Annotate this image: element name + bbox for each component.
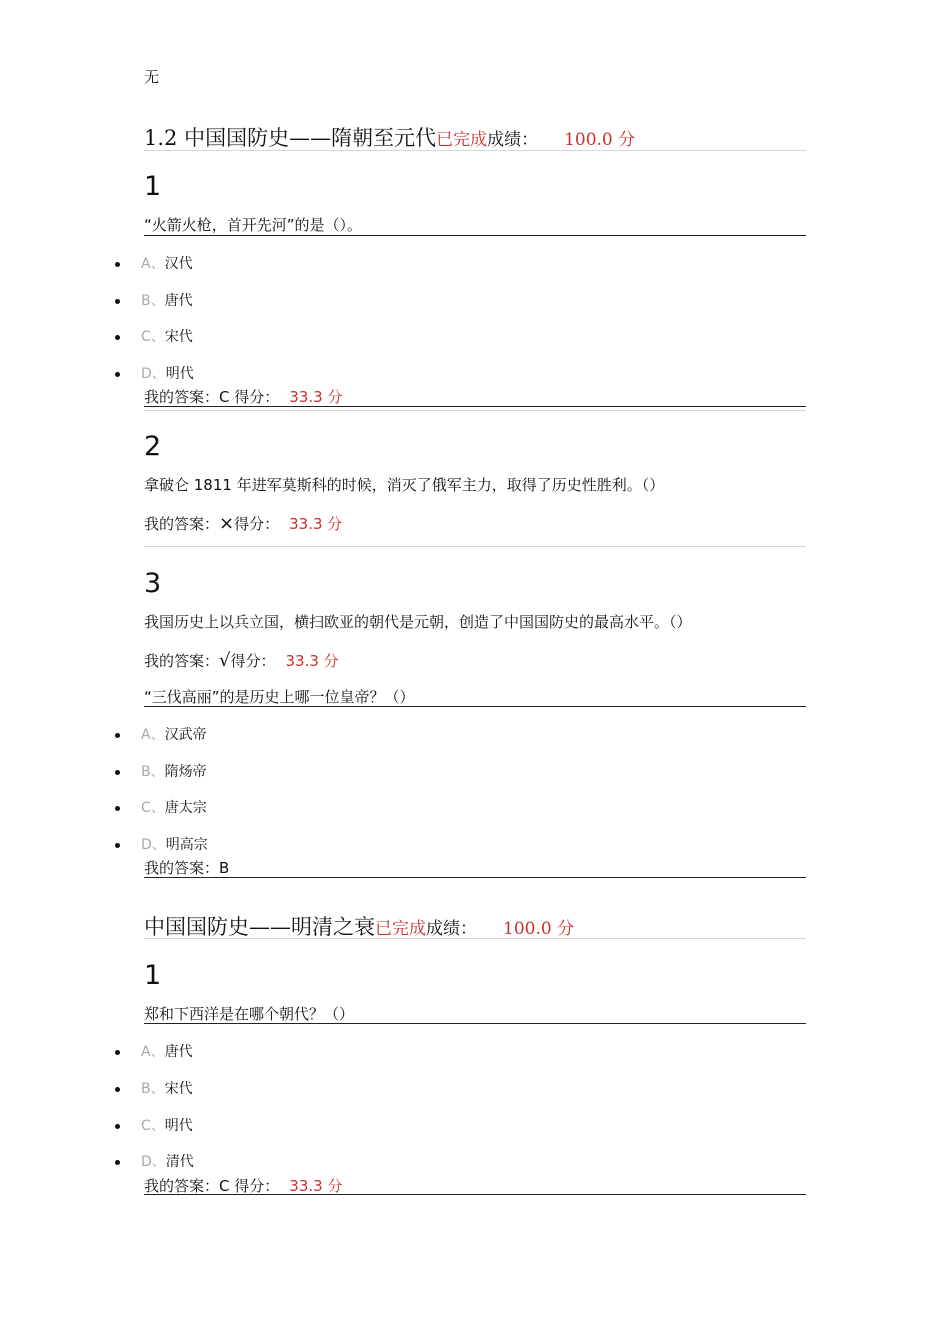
answer-value: B [219,859,230,877]
question-text: 拿破仑 1811 年进军莫斯科的时候，消灭了俄军主力，取得了历史性胜利。（） [144,476,665,494]
section-title [144,911,574,941]
answer-score: 33.3 分 [289,1177,343,1195]
bullet-icon [115,1087,120,1092]
option-text: 唐太宗 [164,800,207,816]
question-underline [144,235,806,236]
question-text: “三伐高丽”的是历史上哪一位皇帝？（） [144,688,415,706]
option-d[interactable]: D、明代 [115,363,194,381]
option-text: 隋炀帝 [164,764,207,780]
section-score: 100.0 分 [503,919,575,939]
answer-score: 33.3 分 [289,388,343,406]
bullet-icon [115,1050,120,1055]
option-c[interactable]: C、宋代 [115,326,193,344]
option-text: 宋代 [164,329,193,345]
section-status: 已完成 [436,130,488,150]
answer-score: 33.3 分 [289,515,343,533]
question-text: 郑和下西洋是在哪个朝代？（） [144,1005,355,1023]
option-b[interactable]: B、宋代 [115,1078,193,1096]
option-c[interactable]: C、唐太宗 [115,797,207,815]
answer-correct-icon: √ [219,650,231,671]
question-underline [144,706,806,707]
question-divider [144,546,806,547]
option-text: 清代 [165,1154,194,1170]
option-a[interactable]: A、汉武帝 [115,724,207,742]
section-title-text: 中国国防史——明清之衰 [144,915,375,939]
question-number: 1 [144,171,162,202]
question-text: 我国历史上以兵立国，横扫欧亚的朝代是元朝，创造了中国国防史的最高水平。（） [144,613,692,631]
section-title [144,122,635,152]
question-number: 3 [144,568,162,599]
option-b[interactable]: B、隋炀帝 [115,761,207,779]
option-b[interactable]: B、唐代 [115,290,193,308]
my-answer: 我的答案：C 得分： 33.3 分 [144,1177,343,1195]
option-d[interactable]: D、明高宗 [115,834,208,852]
bullet-icon [115,770,120,775]
question-number: 1 [144,960,162,991]
answer-value: C [219,1177,230,1195]
option-text: 汉武帝 [164,727,207,743]
bullet-icon [115,806,120,811]
question-number: 2 [144,431,162,462]
bullet-icon [115,299,120,304]
my-answer: 我的答案：√得分： 33.3 分 [144,650,339,671]
section-title-text: 1.2 中国国防史——隋朝至元代 [144,126,437,150]
option-d[interactable]: D、清代 [115,1151,194,1169]
bullet-icon [115,733,120,738]
section-score-label: 成绩： [426,919,477,939]
answer-underline [144,877,806,878]
option-a[interactable]: A、唐代 [115,1041,193,1059]
answer-score: 33.3 分 [285,652,339,670]
bullet-icon [115,372,120,377]
bullet-icon [115,262,120,267]
answer-wrong-icon: × [219,513,235,534]
answer-value: C [219,388,230,406]
option-text: 汉代 [164,256,193,272]
option-text: 宋代 [164,1081,193,1097]
option-text: 明高宗 [165,837,208,853]
my-answer: 我的答案：C 得分： 33.3 分 [144,388,343,406]
bullet-icon [115,335,120,340]
question-text: “火箭火枪，首开先河”的是（）。 [144,216,363,234]
top-note: 无 [144,68,160,86]
option-text: 唐代 [164,293,193,309]
my-answer: 我的答案：×得分： 33.3 分 [144,513,343,534]
my-answer: 我的答案：B [144,859,230,877]
question-divider [144,410,806,411]
section-score: 100.0 分 [564,130,636,150]
section-status: 已完成 [375,919,426,939]
bullet-icon [115,1160,120,1165]
bullet-icon [115,1124,120,1129]
answer-underline [144,1194,806,1195]
option-text: 明代 [165,366,194,382]
section-divider [144,150,806,151]
section-divider [144,938,806,939]
section-score-label: 成绩： [487,130,539,150]
option-c[interactable]: C、明代 [115,1115,193,1133]
option-text: 唐代 [164,1044,193,1060]
question-underline [144,1023,806,1024]
option-text: 明代 [164,1118,193,1134]
option-a[interactable]: A、汉代 [115,253,193,271]
answer-underline [144,406,806,407]
bullet-icon [115,843,120,848]
